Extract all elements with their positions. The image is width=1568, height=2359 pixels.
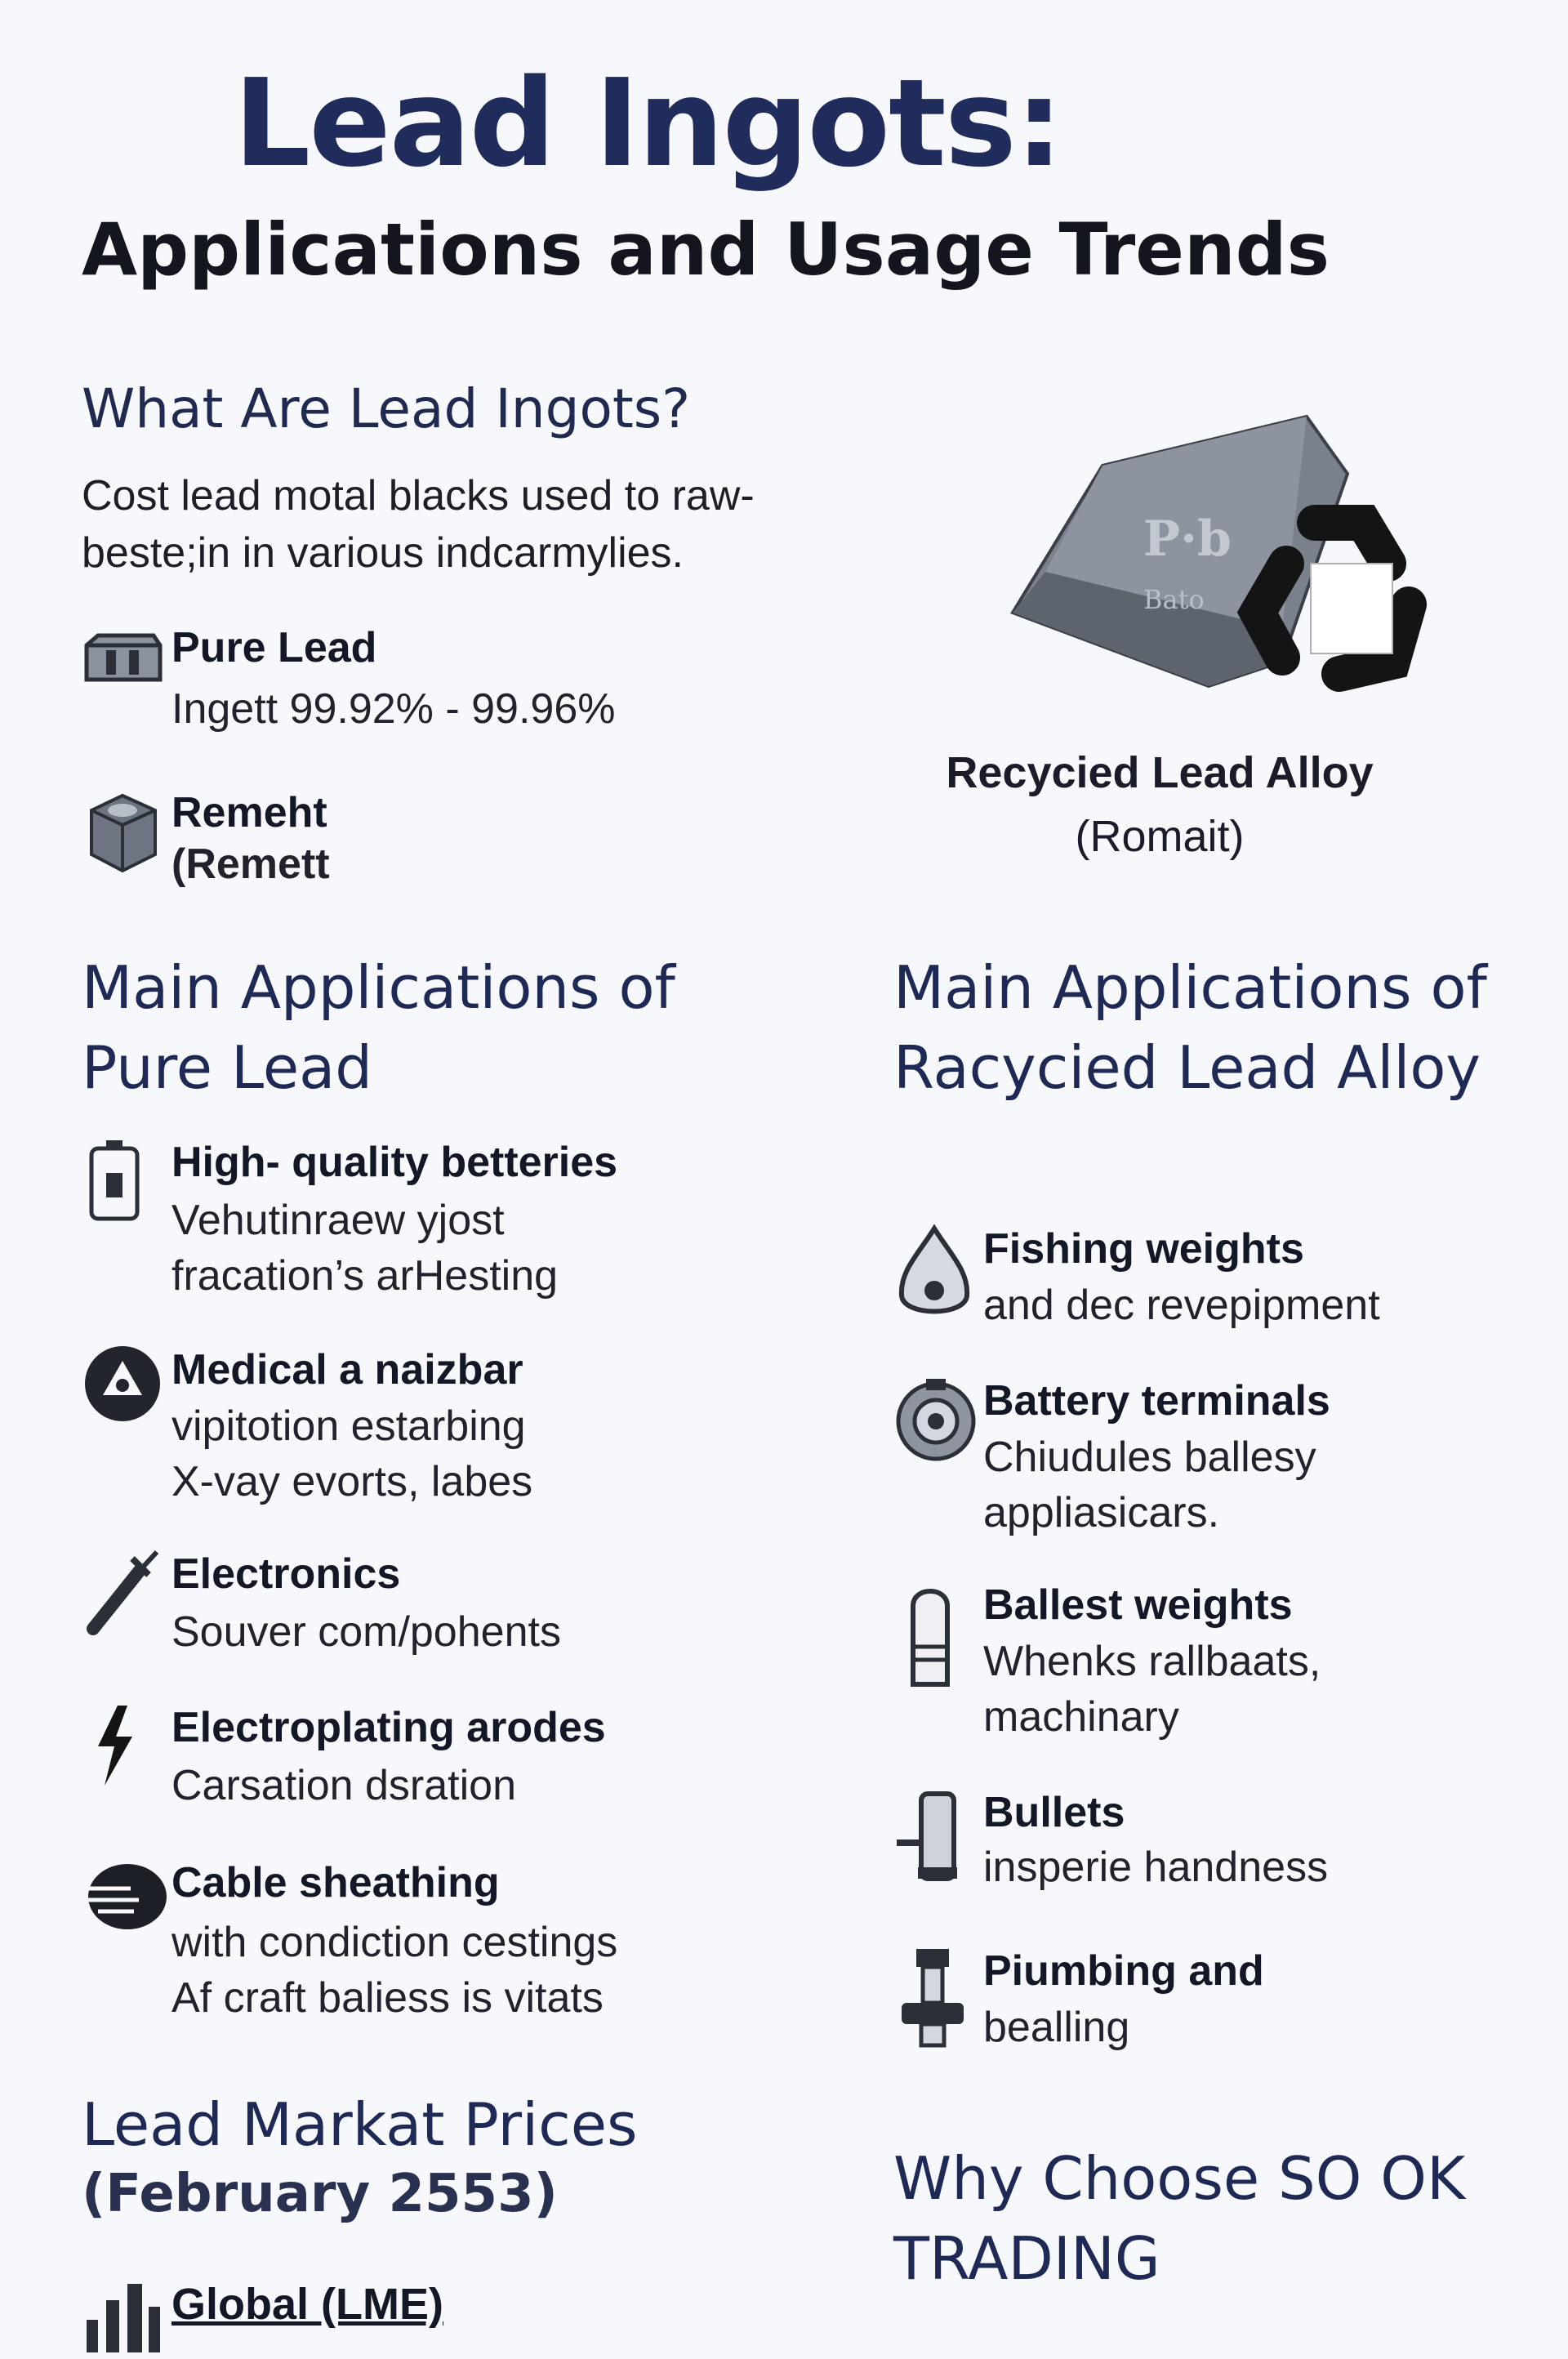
app-desc: insperie handness — [983, 1844, 1329, 1891]
app-desc: Souver com/pohents — [172, 1608, 561, 1656]
app-title: High- quality betteries — [172, 1139, 618, 1186]
recycled-lead-heading: Main Applications of Racycied Lead Alloy — [893, 953, 1487, 1102]
page-subtitle: Applications and Usage Trends — [82, 207, 1330, 292]
market-subheading: (February 2553) — [82, 2164, 558, 2224]
type-item-remelt — [82, 786, 817, 892]
lightning-icon — [82, 1701, 172, 1782]
app-title: Fishing weights — [983, 1225, 1304, 1273]
app-title: Piumbing and — [983, 1947, 1264, 1995]
app-desc: Whenks rallbaats, machinary — [983, 1638, 1321, 1741]
pure-lead-heading: Main Applications of Pure Lead — [82, 953, 675, 1102]
recycled-lead-list — [893, 1222, 1547, 2107]
intro-heading: What Are Lead Ingots? — [82, 377, 691, 440]
ingot-caption-sub: (Romait) — [1075, 812, 1245, 861]
list-item — [893, 1578, 1547, 1786]
type-title: Pure Lead — [172, 624, 377, 671]
app-desc: Chiudules ballesy appliasicars. — [983, 1434, 1316, 1536]
intro-body: Cost lead motal blacks used to raw-beste;in in various indcarmylies. — [82, 472, 755, 577]
page-title: Lead Ingots: — [234, 53, 1062, 194]
bullet-icon — [893, 1786, 983, 1867]
ballast-icon — [893, 1578, 983, 1660]
terminal-icon — [893, 1374, 983, 1456]
type-desc: (Remett — [172, 841, 330, 888]
app-desc: with condiction cestings Af craft baliess is vitats — [172, 1919, 618, 2022]
app-title: Ballest weights — [983, 1581, 1293, 1629]
list-item — [82, 1135, 784, 1343]
app-desc: and dec revepipment — [983, 1282, 1380, 1329]
pipe-icon — [893, 1944, 983, 2026]
app-title: Electroplating arodes — [172, 1704, 606, 1751]
app-desc: Vehutinraew yjost fracation’s arHesting — [172, 1197, 559, 1300]
app-desc: vipitotion estarbing X-vay evorts, labes — [172, 1402, 533, 1505]
list-item — [893, 1944, 1547, 2107]
app-title: Medical a naizbar — [172, 1346, 523, 1394]
list-item — [82, 1701, 784, 1856]
bar-chart-icon — [82, 2277, 172, 2359]
soldering-icon — [82, 1547, 172, 1629]
cube-icon — [82, 786, 172, 867]
list-item — [82, 1547, 784, 1701]
type-desc: Ingett 99.92% - 99.96% — [172, 685, 616, 733]
type-title: Remeht — [172, 789, 327, 836]
ingot-caption: Recycied Lead Alloy — [946, 748, 1374, 797]
list-item — [82, 1856, 784, 2060]
list-item — [893, 1786, 1547, 1944]
battery-icon — [82, 1135, 172, 1217]
why-heading: Why Choose SO OK TRADING — [893, 2144, 1466, 2293]
app-title: Bullets — [983, 1789, 1125, 1836]
pure-lead-list — [82, 1135, 784, 2060]
market-item-title: Global (LME) — [172, 2280, 443, 2329]
app-desc: bealling — [983, 2004, 1130, 2051]
ingot-stamp-bottom: Bato — [1143, 584, 1205, 615]
app-title: Cable sheathing — [172, 1859, 500, 1906]
list-item — [893, 1222, 1547, 1374]
lead-ingot-illustration — [980, 392, 1454, 735]
app-desc: Carsation dsration — [172, 1762, 516, 1809]
list-item — [82, 1343, 784, 1547]
fishing-weight-icon — [893, 1222, 983, 1304]
ingot-stamp-top: P·b — [1143, 511, 1232, 568]
ingot-icon — [82, 621, 172, 702]
cable-icon — [82, 1856, 172, 1938]
market-heading: Lead Markat Prices — [82, 2090, 638, 2159]
list-item — [893, 1374, 1547, 1578]
radiation-icon — [82, 1343, 172, 1425]
type-item-pure-lead — [82, 621, 817, 737]
app-title: Electronics — [172, 1550, 401, 1598]
app-title: Battery terminals — [983, 1377, 1330, 1425]
market-item-global — [82, 2277, 735, 2359]
